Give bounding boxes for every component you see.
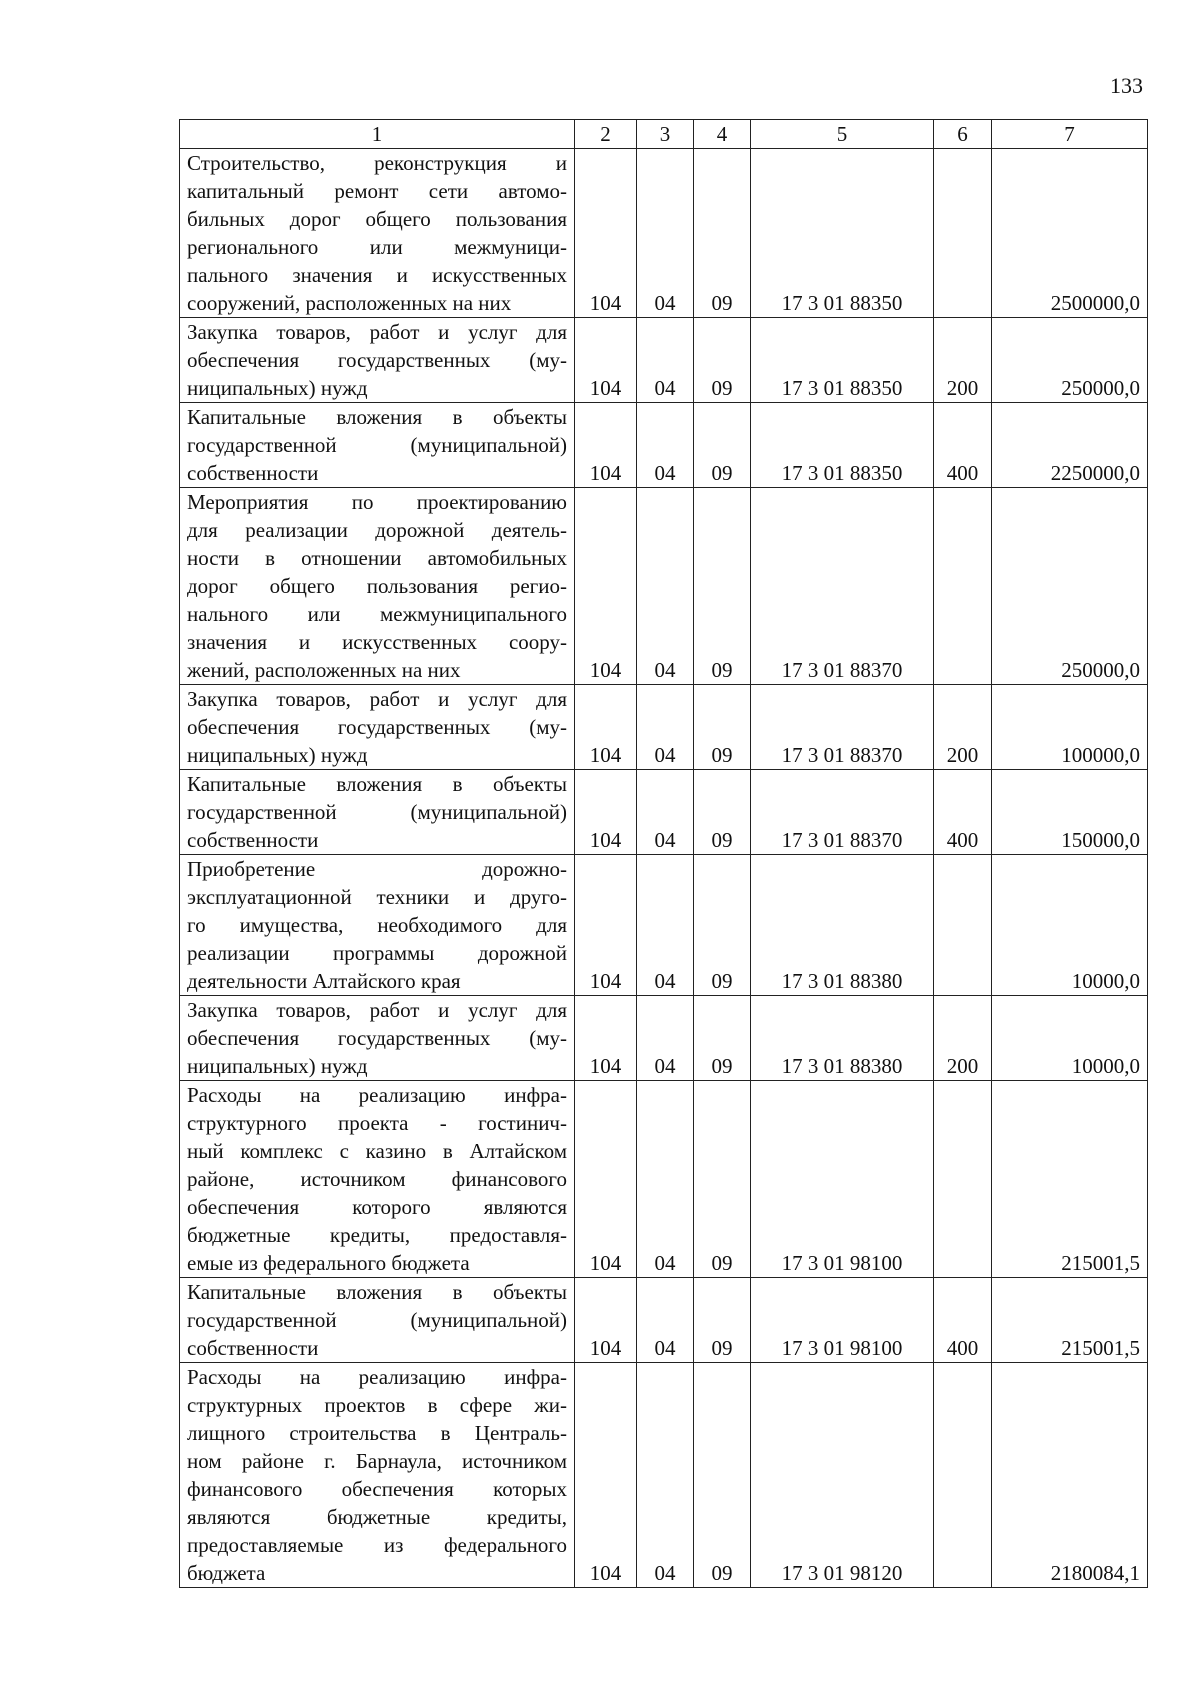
- target-article-cell: 17 3 01 98100: [751, 1278, 934, 1363]
- expense-type-cell: [934, 1363, 992, 1588]
- expense-name-line: Закупка товаров, работ и услуг для: [187, 998, 567, 1022]
- expense-name-line: дорог общего пользования регио-: [187, 574, 567, 598]
- expense-name-line: структурных проектов в сфере жи-: [187, 1393, 567, 1417]
- column-header: 3: [637, 120, 694, 149]
- table-row: [180, 1363, 1148, 1588]
- expense-name-cell: [180, 685, 575, 770]
- section-code-cell: 04: [637, 1363, 694, 1588]
- expense-name-line: государственной (муниципальной): [187, 800, 567, 824]
- section-code-cell: 04: [637, 855, 694, 996]
- amount-cell: 215001,5: [992, 1278, 1148, 1363]
- target-article-cell: 17 3 01 98120: [751, 1363, 934, 1588]
- expense-name-line: Расходы на реализацию инфра-: [187, 1365, 567, 1389]
- target-article-cell: 17 3 01 88350: [751, 318, 934, 403]
- page-number: 133: [1110, 73, 1143, 98]
- expense-name-line: ниципальных) нужд: [187, 1054, 368, 1078]
- target-article-cell: 17 3 01 88370: [751, 685, 934, 770]
- expense-type-cell: 200: [934, 685, 992, 770]
- amount-cell: 250000,0: [992, 318, 1148, 403]
- expense-name-line: Расходы на реализацию инфра-: [187, 1083, 567, 1107]
- table-row: [180, 996, 1148, 1081]
- section-code-cell: 04: [637, 685, 694, 770]
- expense-name-line: Капитальные вложения в объекты: [187, 1280, 567, 1304]
- expense-type-cell: [934, 1081, 992, 1278]
- expense-name-line: пального значения и искусственных: [187, 263, 567, 287]
- expense-name-line: обеспечения государственных (му-: [187, 1026, 567, 1050]
- expense-name-line: нального или межмуниципального: [187, 602, 567, 626]
- column-header: 1: [180, 120, 575, 149]
- amount-cell: 10000,0: [992, 996, 1148, 1081]
- expense-type-cell: 400: [934, 770, 992, 855]
- expense-name-line: деятельности Алтайского края: [187, 969, 461, 993]
- expense-name-line: ный комплекс с казино в Алтайском: [187, 1139, 567, 1163]
- subsection-code-cell: 09: [694, 318, 751, 403]
- expense-name-cell: [180, 855, 575, 996]
- target-article-cell: 17 3 01 88370: [751, 488, 934, 685]
- table-header-row: [180, 120, 1148, 149]
- expense-name-line: ниципальных) нужд: [187, 743, 368, 767]
- ministry-code-cell: 104: [575, 855, 637, 996]
- subsection-code-cell: 09: [694, 770, 751, 855]
- column-header: 4: [694, 120, 751, 149]
- budget-table: [179, 119, 1148, 1588]
- subsection-code-cell: 09: [694, 149, 751, 318]
- section-code-cell: 04: [637, 403, 694, 488]
- ministry-code-cell: 104: [575, 996, 637, 1081]
- ministry-code-cell: 104: [575, 1081, 637, 1278]
- ministry-code-cell: 104: [575, 685, 637, 770]
- expense-name-line: Мероприятия по проектированию: [187, 490, 567, 514]
- target-article-cell: 17 3 01 88380: [751, 855, 934, 996]
- amount-cell: 250000,0: [992, 488, 1148, 685]
- subsection-code-cell: 09: [694, 855, 751, 996]
- expense-name-cell: [180, 1278, 575, 1363]
- expense-name-line: предоставляемые из федерального: [187, 1533, 567, 1557]
- subsection-code-cell: 09: [694, 488, 751, 685]
- expense-name-line: Строительство, реконструкция и: [187, 151, 567, 175]
- expense-type-cell: [934, 149, 992, 318]
- expense-name-line: го имущества, необходимого для: [187, 913, 567, 937]
- table-row: [180, 488, 1148, 685]
- target-article-cell: 17 3 01 88370: [751, 770, 934, 855]
- expense-name-line: собственности: [187, 461, 319, 485]
- table-body: [180, 149, 1148, 1588]
- column-header: 7: [992, 120, 1148, 149]
- ministry-code-cell: 104: [575, 1278, 637, 1363]
- table-row: [180, 1278, 1148, 1363]
- expense-name-line: бюджетные кредиты, предоставля-: [187, 1223, 567, 1247]
- expense-name-line: сооружений, расположенных на них: [187, 291, 512, 315]
- ministry-code-cell: 104: [575, 770, 637, 855]
- table-row: [180, 1081, 1148, 1278]
- amount-cell: 100000,0: [992, 685, 1148, 770]
- expense-name-line: бильных дорог общего пользования: [187, 207, 567, 231]
- section-code-cell: 04: [637, 318, 694, 403]
- expense-name-cell: [180, 149, 575, 318]
- expense-name-cell: [180, 770, 575, 855]
- expense-type-cell: [934, 855, 992, 996]
- expense-name-line: государственной (муниципальной): [187, 433, 567, 457]
- expense-name-line: Капитальные вложения в объекты: [187, 772, 567, 796]
- expense-name-line: собственности: [187, 828, 319, 852]
- section-code-cell: 04: [637, 996, 694, 1081]
- expense-name-cell: [180, 1081, 575, 1278]
- amount-cell: 150000,0: [992, 770, 1148, 855]
- expense-name-line: значения и искусственных соору-: [187, 630, 567, 654]
- expense-type-cell: 400: [934, 403, 992, 488]
- table-row: [180, 855, 1148, 996]
- expense-name-line: государственной (муниципальной): [187, 1308, 567, 1332]
- section-code-cell: 04: [637, 770, 694, 855]
- expense-type-cell: 200: [934, 318, 992, 403]
- expense-name-line: капитальный ремонт сети автомо-: [187, 179, 567, 203]
- expense-name-line: Капитальные вложения в объекты: [187, 405, 567, 429]
- expense-name-cell: [180, 318, 575, 403]
- target-article-cell: 17 3 01 88350: [751, 149, 934, 318]
- ministry-code-cell: 104: [575, 149, 637, 318]
- expense-name-line: для реализации дорожной деятель-: [187, 518, 567, 542]
- expense-type-cell: 200: [934, 996, 992, 1081]
- expense-name-line: обеспечения государственных (му-: [187, 715, 567, 739]
- section-code-cell: 04: [637, 149, 694, 318]
- expense-name-cell: [180, 488, 575, 685]
- expense-name-line: эксплуатационной техники и друго-: [187, 885, 567, 909]
- section-code-cell: 04: [637, 1278, 694, 1363]
- amount-cell: 2250000,0: [992, 403, 1148, 488]
- expense-name-line: районе, источником финансового: [187, 1167, 567, 1191]
- ministry-code-cell: 104: [575, 318, 637, 403]
- amount-cell: 10000,0: [992, 855, 1148, 996]
- expense-name-line: ниципальных) нужд: [187, 376, 368, 400]
- expense-name-line: ном районе г. Барнаула, источником: [187, 1449, 567, 1473]
- column-header: 6: [934, 120, 992, 149]
- ministry-code-cell: 104: [575, 403, 637, 488]
- expense-name-line: являются бюджетные кредиты,: [187, 1505, 567, 1529]
- expense-name-line: реализации программы дорожной: [187, 941, 567, 965]
- subsection-code-cell: 09: [694, 996, 751, 1081]
- expense-name-cell: [180, 996, 575, 1081]
- table-row: [180, 685, 1148, 770]
- expense-name-line: Приобретение дорожно-: [187, 857, 567, 881]
- subsection-code-cell: 09: [694, 1278, 751, 1363]
- subsection-code-cell: 09: [694, 1363, 751, 1588]
- expense-name-line: Закупка товаров, работ и услуг для: [187, 687, 567, 711]
- expense-name-cell: [180, 403, 575, 488]
- table-row: [180, 149, 1148, 318]
- subsection-code-cell: 09: [694, 685, 751, 770]
- expense-name-line: регионального или межмуници-: [187, 235, 567, 259]
- column-header: 2: [575, 120, 637, 149]
- expense-name-cell: [180, 1363, 575, 1588]
- section-code-cell: 04: [637, 488, 694, 685]
- amount-cell: 2180084,1: [992, 1363, 1148, 1588]
- expense-name-line: финансового обеспечения которых: [187, 1477, 567, 1501]
- table-row: [180, 318, 1148, 403]
- amount-cell: 2500000,0: [992, 149, 1148, 318]
- column-header: 5: [751, 120, 934, 149]
- expense-name-line: жений, расположенных на них: [187, 658, 461, 682]
- expense-name-line: Закупка товаров, работ и услуг для: [187, 320, 567, 344]
- table-row: [180, 403, 1148, 488]
- subsection-code-cell: 09: [694, 403, 751, 488]
- expense-name-line: бюджета: [187, 1561, 266, 1585]
- expense-name-line: обеспечения государственных (му-: [187, 348, 567, 372]
- ministry-code-cell: 104: [575, 1363, 637, 1588]
- expense-name-line: структурного проекта - гостинич-: [187, 1111, 567, 1135]
- expense-name-line: ности в отношении автомобильных: [187, 546, 567, 570]
- target-article-cell: 17 3 01 98100: [751, 1081, 934, 1278]
- target-article-cell: 17 3 01 88380: [751, 996, 934, 1081]
- ministry-code-cell: 104: [575, 488, 637, 685]
- section-code-cell: 04: [637, 1081, 694, 1278]
- table-row: [180, 770, 1148, 855]
- expense-type-cell: 400: [934, 1278, 992, 1363]
- amount-cell: 215001,5: [992, 1081, 1148, 1278]
- expense-name-line: лищного строительства в Централь-: [187, 1421, 567, 1445]
- expense-name-line: обеспечения которого являются: [187, 1195, 567, 1219]
- expense-type-cell: [934, 488, 992, 685]
- expense-name-line: собственности: [187, 1336, 319, 1360]
- subsection-code-cell: 09: [694, 1081, 751, 1278]
- expense-name-line: емые из федерального бюджета: [187, 1251, 470, 1275]
- target-article-cell: 17 3 01 88350: [751, 403, 934, 488]
